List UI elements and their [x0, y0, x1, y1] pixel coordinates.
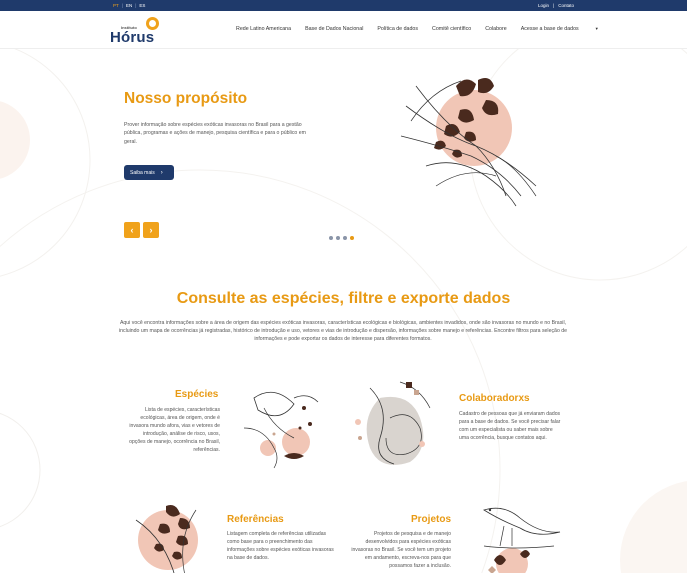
account-links — [538, 3, 574, 8]
consult-section-title: Consulte as espécies, filtre e exporte dados — [176, 290, 511, 307]
lang-separator: | — [135, 3, 137, 8]
nav-item-politica-dados[interactable]: Política de dados — [377, 26, 419, 32]
chevron-right-icon: › — [149, 225, 153, 235]
nav-item-comite-cientifico[interactable]: Comitê científico — [432, 26, 472, 32]
leaf-branch-illustration — [126, 500, 216, 573]
lang-pt[interactable]: PT — [113, 3, 119, 8]
hero-title: Nosso propósito — [124, 90, 248, 107]
caret-down-icon: ▼ — [594, 26, 599, 31]
projetos-card-title[interactable]: Projetos — [411, 514, 452, 525]
colaboradores-card-title[interactable]: Colaboradorxs — [459, 393, 530, 404]
lang-separator: | — [121, 3, 123, 8]
login-link[interactable]: Login — [538, 3, 550, 8]
nav-item-colabore[interactable]: Colabore — [485, 26, 507, 32]
site-logo[interactable] — [110, 15, 162, 47]
nav-menu — [236, 26, 627, 32]
especies-card-text: Lista de espécies, características ecológicas, área de origem, onde é invasora mundo afora, vias e vetores de introdução, análise de risco, usos, opções de manejo, ocorrência no Brasil, referências. — [129, 407, 220, 453]
main-navbar — [0, 11, 687, 49]
logo-name: Hórus — [110, 29, 155, 46]
carousel-prev-button[interactable] — [124, 222, 140, 238]
logo-small-text: Instituto — [121, 25, 137, 30]
top-bar — [0, 0, 687, 11]
saiba-mais-label: Saiba mais — [130, 169, 155, 176]
referencias-card-title[interactable]: Referências — [227, 514, 284, 525]
carousel-indicators — [329, 236, 354, 240]
carousel-dot-2[interactable] — [336, 236, 340, 240]
abstract-shapes-illustration — [350, 378, 440, 468]
lang-en[interactable]: EN — [125, 3, 133, 8]
hero-text: Prover informação sobre espécies exóticas invasoras no Brasil para a gestão pública, programas e ações de manejo, pesquisa científica e para o público em geral. — [124, 122, 306, 145]
nav-item-rede-latino-americana[interactable]: Rede Latino Americana — [236, 26, 292, 32]
carousel-dot-3[interactable] — [343, 236, 347, 240]
nav-item-acesse-base-label: Acesse a base de dados — [520, 26, 579, 32]
bird-flowers-illustration — [234, 378, 324, 468]
carousel-dot-4[interactable] — [350, 236, 354, 240]
saiba-mais-button[interactable] — [124, 165, 174, 180]
especies-card-title[interactable]: Espécies — [175, 389, 219, 400]
lang-es[interactable]: ES — [139, 3, 146, 8]
chevron-left-icon: ‹ — [130, 225, 134, 235]
projetos-card-text: Projetos de pesquisa e de manejo desenvolvidos para espécies exóticas invasoras no Brasil. Se você tem um projeto em andamento, escreva-nos para que possamos fazer a inclusão. — [351, 531, 451, 569]
language-switcher — [113, 3, 145, 8]
chevron-right-icon: › — [160, 169, 163, 176]
nav-item-acesse-base[interactable] — [521, 26, 613, 32]
carousel-dot-1[interactable] — [329, 236, 333, 240]
carousel-controls — [124, 222, 159, 238]
consult-section-text: Aqui você encontra informações sobre a área de origem das espécies exóticas invasoras, características ecológicas e biológicas, ambientes invadidos, onde são invasoras no mundo e no Brasil, incluindo um mapa de ocorrências já registradas, histórico de introdução e uso, vetores e vias de introdução e dispersão, informações sobre manejo e referências. Encontre filtros para seleção de informações e pode exportar os dados de interesse para diferentes formatos. — [118, 320, 568, 342]
hero-plant-illustration — [396, 66, 546, 216]
carousel-next-button[interactable] — [143, 222, 159, 238]
nav-item-base-dados-nacional[interactable]: Base de Dados Nacional — [305, 26, 364, 32]
bird-branch-illustration — [474, 500, 564, 573]
link-separator: | — [553, 3, 555, 8]
colaboradores-card-text: Cadastro de pessoas que já enviaram dados para a base de dados. Se você precisar falar com um especialista ou saber mais sobre uma ocorrência, busque contatos aqui. — [459, 411, 561, 441]
referencias-card-text: Listagem completa de referências utilizadas como base para o preenchimento das informações sobre espécies exóticas invasoras na base de dados. — [227, 531, 334, 561]
contact-link[interactable]: Contato — [558, 3, 574, 8]
